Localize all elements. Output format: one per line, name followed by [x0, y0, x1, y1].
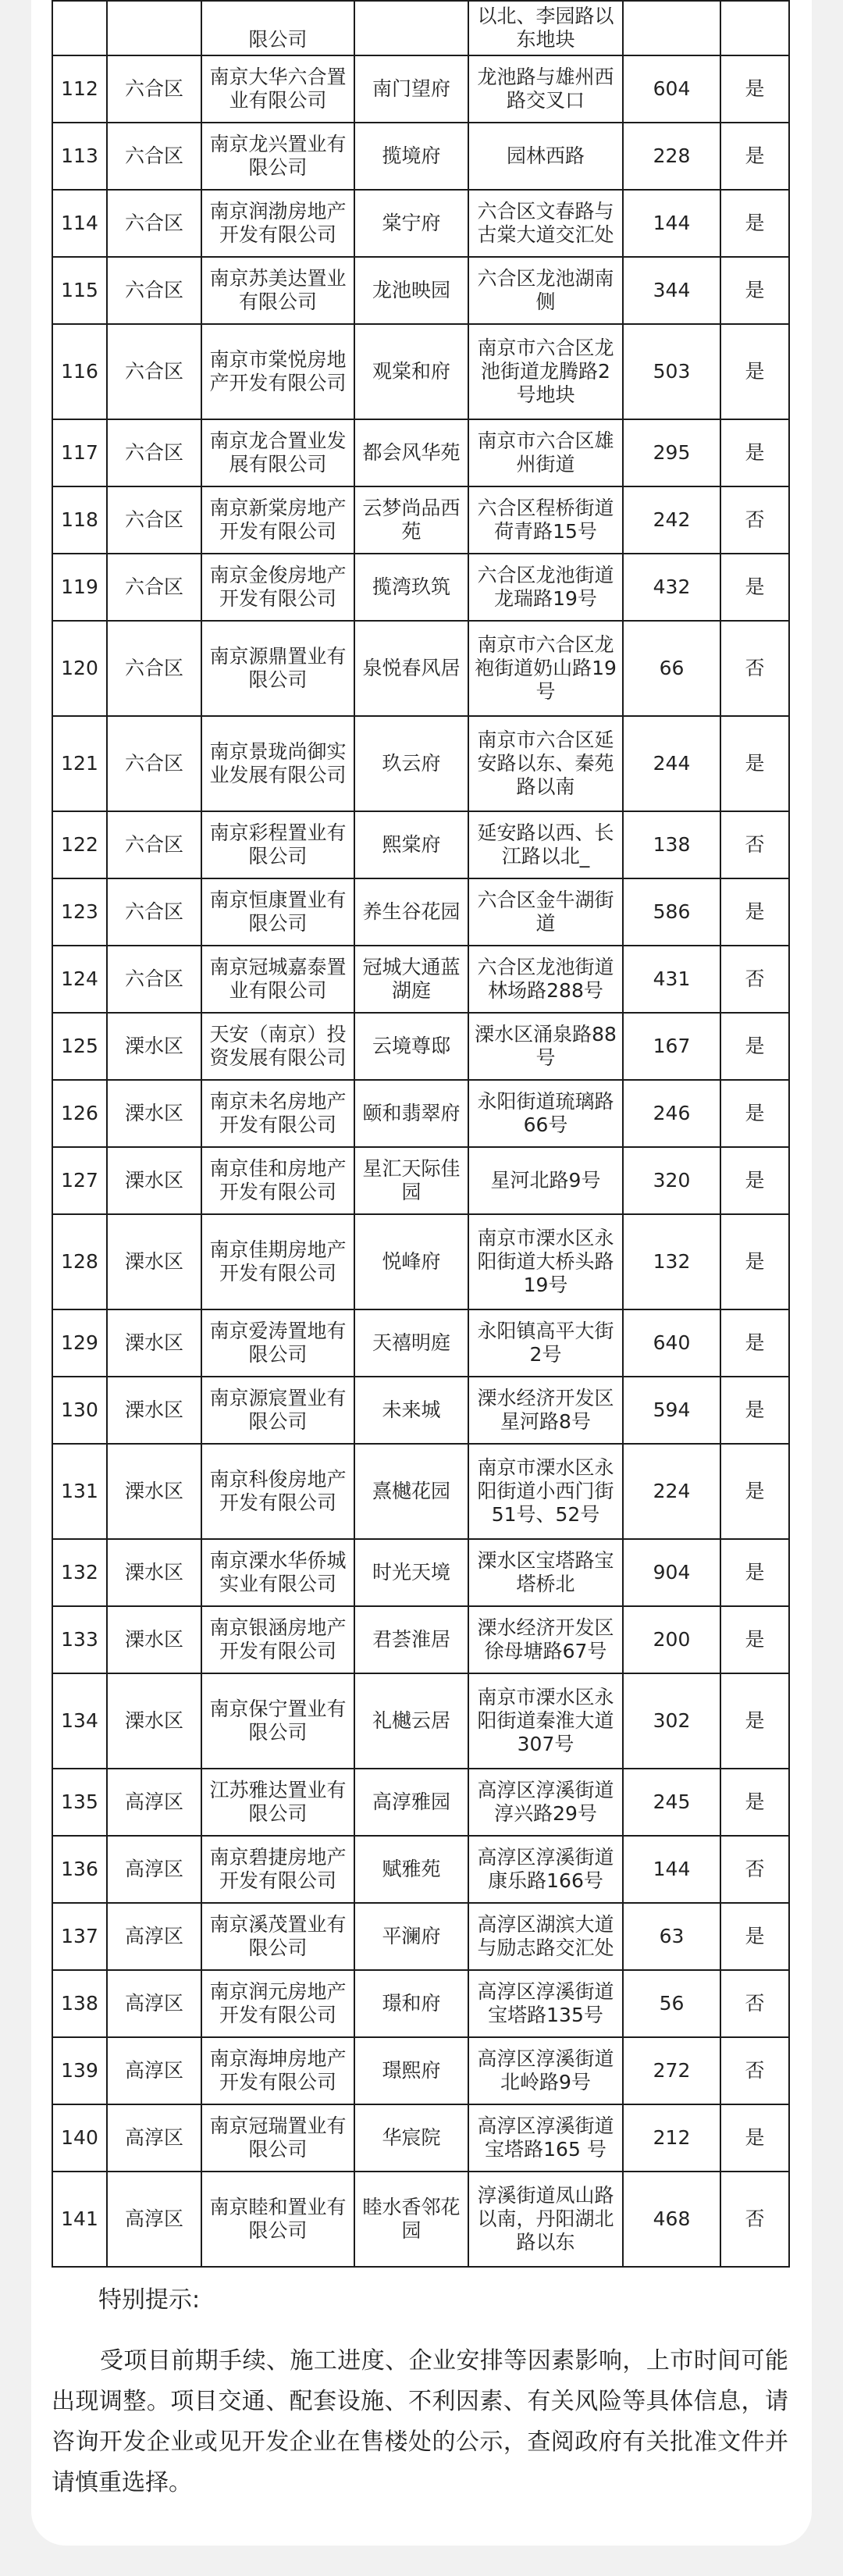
housing-project-table [52, 0, 790, 2268]
cell-company: 南京保宁置业有限公司 [201, 1673, 354, 1769]
cell-district [107, 1, 201, 55]
cell-address: 高淳区淳溪街道康乐路166号 [468, 1836, 623, 1903]
table-row [52, 1377, 789, 1444]
cell-district: 高淳区 [107, 1769, 201, 1836]
cell-units [623, 1, 720, 55]
address-line: 东地块 [516, 28, 575, 51]
cell-no: 115 [52, 257, 107, 324]
table-row [52, 123, 789, 190]
cell-project: 养生谷花园 [354, 878, 468, 946]
cell-no: 127 [52, 1147, 107, 1214]
cell-units: 132 [623, 1214, 720, 1309]
cell-units: 640 [623, 1309, 720, 1377]
cell-district: 溧水区 [107, 1444, 201, 1539]
cell-project: 南门望府 [354, 55, 468, 123]
table-row [52, 1903, 789, 1970]
cell-listed: 否 [720, 2172, 789, 2267]
address-line: 以北、李园路以 [477, 5, 614, 27]
table-row [52, 1970, 789, 2037]
cell-district: 六合区 [107, 716, 201, 811]
cell-units: 63 [623, 1903, 720, 1970]
cell-units: 66 [623, 621, 720, 716]
cell-units: 242 [623, 486, 720, 554]
table-row [52, 1309, 789, 1377]
cell-project: 天禧明庭 [354, 1309, 468, 1377]
cell-company: 南京金俊房地产开发有限公司 [201, 554, 354, 621]
cell-company: 南京市棠悦房地产开发有限公司 [201, 324, 354, 419]
cell-district: 六合区 [107, 621, 201, 716]
cell-address: 南京市六合区龙袍街道奶山路19号 [468, 621, 623, 716]
cell-no [52, 1, 107, 55]
cell-project: 礼樾云居 [354, 1673, 468, 1769]
cell-units: 144 [623, 1836, 720, 1903]
cell-listed: 是 [720, 1309, 789, 1377]
cell-project: 璟和府 [354, 1970, 468, 2037]
cell-address: 溧水经济开发区徐母塘路67号 [468, 1606, 623, 1673]
cell-company: 南京佳期房地产开发有限公司 [201, 1214, 354, 1309]
cell-company: 南京苏美达置业有限公司 [201, 257, 354, 324]
cell-district: 六合区 [107, 419, 201, 486]
cell-address: 高淳区淳溪街道北岭路9号 [468, 2037, 623, 2104]
table-row [52, 878, 789, 946]
cell-address: 延安路以西、长江路以北_ [468, 811, 623, 878]
cell-project: 华宸院 [354, 2104, 468, 2172]
cell-no: 118 [52, 486, 107, 554]
cell-units: 904 [623, 1539, 720, 1606]
cell-address: 淳溪街道凤山路以南，丹阳湖北路以东 [468, 2172, 623, 2267]
cell-address: 龙池路与雄州西路交叉口 [468, 55, 623, 123]
cell-no: 114 [52, 190, 107, 257]
table-row [52, 554, 789, 621]
cell-district: 高淳区 [107, 1836, 201, 1903]
cell-project: 冠城大通蓝湖庭 [354, 946, 468, 1013]
cell-listed: 是 [720, 1214, 789, 1309]
cell-address: 溧水经济开发区星河路8号 [468, 1377, 623, 1444]
cell-units: 431 [623, 946, 720, 1013]
cell-company: 南京冠城嘉泰置业有限公司 [201, 946, 354, 1013]
cell-district: 高淳区 [107, 1903, 201, 1970]
table-row [52, 716, 789, 811]
cell-address: 南京市溧水区永阳街道秦淮大道307号 [468, 1673, 623, 1769]
cell-district: 溧水区 [107, 1539, 201, 1606]
cell-units: 604 [623, 55, 720, 123]
table-row [52, 1080, 789, 1147]
table-row [52, 946, 789, 1013]
cell-district: 溧水区 [107, 1309, 201, 1377]
cell-units: 200 [623, 1606, 720, 1673]
cell-address: 高淳区淳溪街道淳兴路29号 [468, 1769, 623, 1836]
table-row [52, 1769, 789, 1836]
cell-address: 六合区文春路与古棠大道交汇处 [468, 190, 623, 257]
cell-district: 六合区 [107, 123, 201, 190]
cell-address: 六合区龙池湖南侧 [468, 257, 623, 324]
cell-company: 南京彩程置业有限公司 [201, 811, 354, 878]
cell-no: 135 [52, 1769, 107, 1836]
cell-project: 玖云府 [354, 716, 468, 811]
cell-district: 溧水区 [107, 1080, 201, 1147]
cell-district: 高淳区 [107, 1970, 201, 2037]
cell-company: 南京源鼎置业有限公司 [201, 621, 354, 716]
table-row [52, 1539, 789, 1606]
cell-district: 六合区 [107, 190, 201, 257]
cell-district: 溧水区 [107, 1147, 201, 1214]
cell-company: 南京冠瑞置业有限公司 [201, 2104, 354, 2172]
cell-address: 永阳街道琉璃路66号 [468, 1080, 623, 1147]
table-row [52, 811, 789, 878]
cell-project: 熹樾花园 [354, 1444, 468, 1539]
cell-project: 未来城 [354, 1377, 468, 1444]
notice-body: 受项目前期手续、施工进度、企业安排等因素影响，上市时间可能出现调整。项目交通、配套设施、不利因素、有关风险等具体信息，请咨询开发企业或见开发企业在售楼处的公示，查阅政府有关批准文件并请慎重选择。 [52, 2347, 788, 2496]
cell-listed: 否 [720, 2037, 789, 2104]
cell-listed: 是 [720, 1606, 789, 1673]
cell-project: 云梦尚品西苑 [354, 486, 468, 554]
cell-no: 130 [52, 1377, 107, 1444]
cell-project: 熙棠府 [354, 811, 468, 878]
cell-no: 138 [52, 1970, 107, 2037]
cell-company: 南京睦和置业有限公司 [201, 2172, 354, 2267]
cell-no: 141 [52, 2172, 107, 2267]
cell-project: 君荟淮居 [354, 1606, 468, 1673]
cell-units: 295 [623, 419, 720, 486]
cell-company: 南京银涵房地产开发有限公司 [201, 1606, 354, 1673]
cell-project: 揽湾玖筑 [354, 554, 468, 621]
cell-district: 高淳区 [107, 2104, 201, 2172]
cell-district: 六合区 [107, 55, 201, 123]
cell-units: 302 [623, 1673, 720, 1769]
cell-no: 131 [52, 1444, 107, 1539]
cell-company: 南京未名房地产开发有限公司 [201, 1080, 354, 1147]
cell-district: 溧水区 [107, 1377, 201, 1444]
cell-company: 天安（南京）投资发展有限公司 [201, 1013, 354, 1080]
cell-company: 南京大华六合置业有限公司 [201, 55, 354, 123]
table-row [52, 324, 789, 419]
table-row [52, 190, 789, 257]
cell-listed: 否 [720, 486, 789, 554]
cell-project: 揽境府 [354, 123, 468, 190]
cell-units: 586 [623, 878, 720, 946]
cell-address: 高淳区湖滨大道与励志路交汇处 [468, 1903, 623, 1970]
table-body [52, 1, 789, 2267]
cell-units: 244 [623, 716, 720, 811]
cell-listed: 否 [720, 1970, 789, 2037]
cell-listed: 是 [720, 1147, 789, 1214]
cell-project: 平澜府 [354, 1903, 468, 1970]
cell-listed: 是 [720, 716, 789, 811]
cell-listed: 是 [720, 1377, 789, 1444]
cell-company: 南京源宸置业有限公司 [201, 1377, 354, 1444]
cell-units: 272 [623, 2037, 720, 2104]
cell-listed: 是 [720, 257, 789, 324]
cell-district: 六合区 [107, 946, 201, 1013]
cell-units: 320 [623, 1147, 720, 1214]
cell-company: 南京龙兴置业有限公司 [201, 123, 354, 190]
cell-no: 122 [52, 811, 107, 878]
cell-district: 溧水区 [107, 1673, 201, 1769]
cell-no: 123 [52, 878, 107, 946]
cell-no: 125 [52, 1013, 107, 1080]
cell-project: 赋雅苑 [354, 1836, 468, 1903]
cell-listed: 是 [720, 123, 789, 190]
cell-no: 139 [52, 2037, 107, 2104]
cell-company: 限公司 [201, 1, 354, 55]
table-row [52, 1013, 789, 1080]
cell-address: 高淳区淳溪街道宝塔路135号 [468, 1970, 623, 2037]
cell-listed: 是 [720, 1903, 789, 1970]
cell-address: 南京市溧水区永阳街道大桥头路19号 [468, 1214, 623, 1309]
cell-district: 六合区 [107, 486, 201, 554]
cell-project: 高淳雅园 [354, 1769, 468, 1836]
cell-project [354, 1, 468, 55]
cell-units: 224 [623, 1444, 720, 1539]
cell-district: 六合区 [107, 257, 201, 324]
cell-address: 南京市六合区雄州街道 [468, 419, 623, 486]
cell-listed: 是 [720, 878, 789, 946]
cell-listed: 否 [720, 1836, 789, 1903]
cell-units: 594 [623, 1377, 720, 1444]
cell-no: 128 [52, 1214, 107, 1309]
cell-units: 344 [623, 257, 720, 324]
cell-no: 120 [52, 621, 107, 716]
cell-listed: 是 [720, 190, 789, 257]
cell-listed: 是 [720, 419, 789, 486]
cell-units: 246 [623, 1080, 720, 1147]
cell-no: 132 [52, 1539, 107, 1606]
cell-address [468, 1, 623, 55]
cell-project: 龙池映园 [354, 257, 468, 324]
cell-units: 432 [623, 554, 720, 621]
cell-district: 高淳区 [107, 2172, 201, 2267]
cell-listed: 是 [720, 324, 789, 419]
cell-company: 南京碧捷房地产开发有限公司 [201, 1836, 354, 1903]
table-row [52, 1673, 789, 1769]
cell-district: 溧水区 [107, 1606, 201, 1673]
cell-no: 121 [52, 716, 107, 811]
table-row [52, 486, 789, 554]
cell-project: 时光天境 [354, 1539, 468, 1606]
cell-units: 167 [623, 1013, 720, 1080]
cell-company: 南京爱涛置地有限公司 [201, 1309, 354, 1377]
cell-address: 南京市六合区龙池街道龙腾路2号地块 [468, 324, 623, 419]
table-row [52, 1836, 789, 1903]
cell-listed: 是 [720, 1080, 789, 1147]
cell-district: 高淳区 [107, 2037, 201, 2104]
cell-no: 133 [52, 1606, 107, 1673]
article-card [31, 0, 812, 2546]
cell-project: 颐和翡翠府 [354, 1080, 468, 1147]
cell-no: 112 [52, 55, 107, 123]
cell-listed: 是 [720, 554, 789, 621]
cell-units: 56 [623, 1970, 720, 2037]
cell-listed [720, 1, 789, 55]
cell-units: 245 [623, 1769, 720, 1836]
cell-project: 星汇天际佳园 [354, 1147, 468, 1214]
cell-no: 134 [52, 1673, 107, 1769]
table-row [52, 1214, 789, 1309]
cell-no: 116 [52, 324, 107, 419]
cell-units: 468 [623, 2172, 720, 2267]
cell-company: 南京润元房地产开发有限公司 [201, 1970, 354, 2037]
cell-listed: 是 [720, 2104, 789, 2172]
cell-project: 泉悦春风居 [354, 621, 468, 716]
cell-district: 六合区 [107, 324, 201, 419]
cell-no: 137 [52, 1903, 107, 1970]
cell-address: 六合区程桥街道荷青路15号 [468, 486, 623, 554]
cell-units: 212 [623, 2104, 720, 2172]
table-row [52, 1147, 789, 1214]
cell-project: 璟熙府 [354, 2037, 468, 2104]
cell-address: 六合区龙池街道林场路288号 [468, 946, 623, 1013]
table-row [52, 257, 789, 324]
cell-no: 136 [52, 1836, 107, 1903]
cell-no: 113 [52, 123, 107, 190]
cell-company: 南京科俊房地产开发有限公司 [201, 1444, 354, 1539]
cell-address: 南京市溧水区永阳街道小西门街51号、52号 [468, 1444, 623, 1539]
cell-no: 124 [52, 946, 107, 1013]
cell-district: 六合区 [107, 811, 201, 878]
cell-listed: 是 [720, 1539, 789, 1606]
cell-company: 南京溧水华侨城实业有限公司 [201, 1539, 354, 1606]
cell-address: 高淳区淳溪街道宝塔路165 号 [468, 2104, 623, 2172]
cell-address: 六合区金牛湖街道 [468, 878, 623, 946]
table-row [52, 419, 789, 486]
table-row [52, 55, 789, 123]
cell-company: 江苏雅达置业有限公司 [201, 1769, 354, 1836]
cell-listed: 否 [720, 621, 789, 716]
cell-district: 六合区 [107, 878, 201, 946]
cell-address: 永阳镇高平大街2号 [468, 1309, 623, 1377]
notice-title: 特别提示: [98, 2286, 201, 2314]
cell-listed: 是 [720, 1673, 789, 1769]
cell-listed: 否 [720, 946, 789, 1013]
cell-project: 都会风华苑 [354, 419, 468, 486]
cell-district: 六合区 [107, 554, 201, 621]
cell-project: 云境尊邸 [354, 1013, 468, 1080]
cell-district: 溧水区 [107, 1013, 201, 1080]
cell-company: 南京龙合置业发展有限公司 [201, 419, 354, 486]
cell-listed: 是 [720, 55, 789, 123]
cell-company: 南京新棠房地产开发有限公司 [201, 486, 354, 554]
cell-no: 119 [52, 554, 107, 621]
table-row [52, 1606, 789, 1673]
table-row [52, 621, 789, 716]
cell-address: 星河北路9号 [468, 1147, 623, 1214]
cell-listed: 是 [720, 1013, 789, 1080]
cell-no: 140 [52, 2104, 107, 2172]
cell-units: 138 [623, 811, 720, 878]
table-row [52, 2104, 789, 2172]
cell-units: 144 [623, 190, 720, 257]
cell-address: 园林西路 [468, 123, 623, 190]
table-row [52, 1444, 789, 1539]
cell-units: 228 [623, 123, 720, 190]
cell-no: 117 [52, 419, 107, 486]
table-row [52, 2037, 789, 2104]
cell-company: 南京海坤房地产开发有限公司 [201, 2037, 354, 2104]
cell-address: 溧水区涌泉路88号 [468, 1013, 623, 1080]
cell-units: 503 [623, 324, 720, 419]
cell-no: 126 [52, 1080, 107, 1147]
cell-project: 悦峰府 [354, 1214, 468, 1309]
cell-project: 棠宁府 [354, 190, 468, 257]
cell-no: 129 [52, 1309, 107, 1377]
cell-project: 睦水香邻花园 [354, 2172, 468, 2267]
table-row [52, 2172, 789, 2267]
cell-company: 南京润渤房地产开发有限公司 [201, 190, 354, 257]
table-row-partial [52, 1, 789, 55]
cell-address: 南京市六合区延安路以东、秦苑路以南 [468, 716, 623, 811]
cell-district: 溧水区 [107, 1214, 201, 1309]
cell-listed: 否 [720, 811, 789, 878]
cell-company: 南京佳和房地产开发有限公司 [201, 1147, 354, 1214]
cell-address: 六合区龙池街道龙瑞路19号 [468, 554, 623, 621]
cell-address: 溧水区宝塔路宝塔桥北 [468, 1539, 623, 1606]
cell-listed: 是 [720, 1444, 789, 1539]
cell-company: 南京溪茂置业有限公司 [201, 1903, 354, 1970]
cell-company: 南京景珑尚御实业发展有限公司 [201, 716, 354, 811]
cell-listed: 是 [720, 1769, 789, 1836]
cell-company: 南京恒康置业有限公司 [201, 878, 354, 946]
special-notice [52, 2280, 788, 2503]
cell-project: 观棠和府 [354, 324, 468, 419]
